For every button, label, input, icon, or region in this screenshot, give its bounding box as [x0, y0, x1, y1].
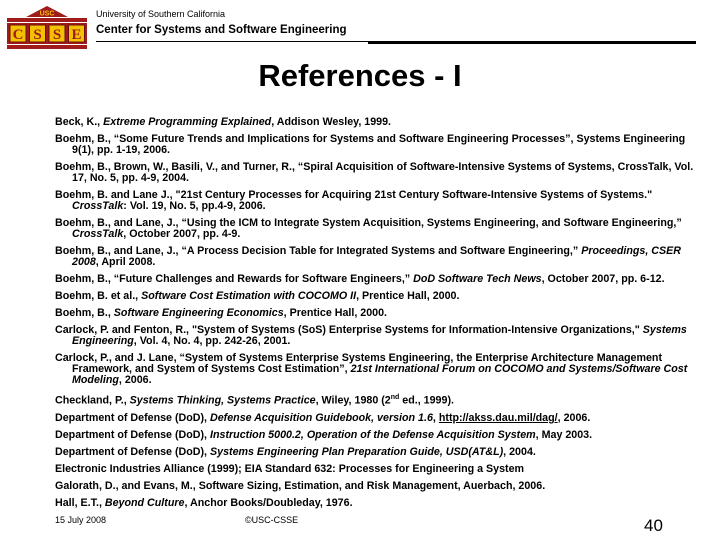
reference-text: Galorath, D., and Evans, M., Software Sizing, Estimation, and Risk Management, Auerbach, 2006.: [55, 479, 546, 492]
reference-text: , Prentice Hall, 2000.: [283, 307, 388, 319]
reference-item: [55, 246, 695, 268]
reference-text: , 2004.: [503, 445, 536, 458]
reference-text: Carlock, P. and Fenton, R., "System of Systems (SoS) Enterprise Systems for Information-Intensive Organizations,": [55, 324, 643, 336]
reference-text: Department of Defense (DoD),: [55, 445, 210, 458]
reference-text: Boehm, B., Brown, W., Basili, V., and Turner, R., “Spiral Acquisition of Software-Intensive Systems of Systems, CrossTalk, Vol. 17, No. 5, pp. 4-9, 2004.: [55, 161, 694, 184]
reference-item: [55, 190, 695, 212]
reference-item: [55, 464, 695, 475]
reference-text: , Addison Wesley, 1999.: [271, 116, 392, 128]
reference-item: [55, 325, 695, 347]
reference-text: ed., 1999).: [399, 394, 454, 407]
reference-text: Boehm, B., and Lane, J., “Using the ICM to Integrate System Acquisition, Systems Engineering, and Software Engineering,”: [55, 217, 682, 229]
reference-item: [55, 392, 695, 407]
reference-text: Proceedings, CSER 2008: [72, 245, 681, 268]
reference-text: CrossTalk: [72, 228, 124, 240]
reference-text: , Prentice Hall, 2000.: [356, 290, 460, 302]
footer-copyright: ©USC-CSSE: [245, 515, 299, 525]
reference-text: , 2006.: [557, 411, 591, 424]
reference-text: Instruction 5000.2, Operation of the Defense Acquisition System: [210, 428, 536, 441]
reference-text: Software Engineering Economics: [113, 307, 284, 319]
reference-text: nd: [390, 394, 400, 401]
reference-text: , 2006.: [118, 374, 152, 386]
reference-item: [55, 413, 695, 424]
reference-item: [55, 274, 695, 285]
reference-text: , May 2003.: [535, 428, 593, 441]
reference-text: Systems Engineering 9(1), pp. 1-19, 2006.: [72, 133, 686, 156]
header-divider-accent: [368, 42, 696, 44]
reference-text: CrossTalk: [72, 200, 124, 212]
reference-item: [55, 498, 695, 509]
reference-text: , October 2007, pp. 6-12.: [541, 273, 665, 285]
reference-text: Beck, K.,: [55, 116, 104, 128]
reference-text: Systems Engineering Plan Preparation Guide, USD(AT&L): [210, 445, 504, 458]
reference-item: [55, 430, 695, 441]
reference-text: Department of Defense (DoD),: [55, 428, 210, 441]
logo-letter: C: [12, 27, 24, 43]
reference-item: [55, 481, 695, 492]
reference-text: : Vol. 19, No. 5, pp.4-9, 2006.: [123, 200, 266, 212]
footer-date: 15 July 2008: [55, 515, 107, 525]
reference-item: [55, 162, 695, 184]
reference-text: Systems Thinking, Systems Practice: [129, 394, 316, 407]
reference-text: Systems Engineering: [72, 324, 687, 347]
reference-text: Hall, E.T.,: [55, 496, 105, 509]
reference-text: Boehm, B., “Future Challenges and Rewards for Software Engineers,”: [55, 273, 414, 285]
reference-text: , Anchor Books/Doubleday, 1976.: [184, 496, 353, 509]
reference-text: , Vol. 4, No. 4, pp. 242-26, 2001.: [133, 335, 291, 347]
logo-letter: E: [71, 27, 82, 43]
reference-item: [55, 291, 695, 302]
reference-text: Checkland, P.,: [55, 394, 130, 407]
reference-item: [55, 308, 695, 319]
reference-text: ,: [432, 411, 439, 424]
logo-letter: S: [52, 27, 62, 43]
logo-usc-text: USC: [39, 10, 55, 18]
reference-item: [55, 134, 695, 156]
reference-text: Boehm, B., and Lane, J., “A Process Decision Table for Integrated Systems and Software Engineering,”: [55, 245, 582, 257]
reference-text: Carlock, P., and J. Lane, “System of Systems Enterprise Systems Engineering, the Enterprise Architecture Management Framework, and System of Systems Cost Estimation”,: [55, 352, 663, 375]
reference-text: Boehm, B., “Some Future Trends and Implications for Systems and Software Engineering Processes”,: [55, 133, 577, 145]
page-title: References - I: [258, 58, 462, 93]
reference-text: Boehm, B.,: [55, 307, 114, 319]
reference-text: Beyond Culture: [104, 496, 185, 509]
university-name: University of Southern California: [96, 9, 226, 19]
reference-text: Boehm, B. et al.,: [55, 290, 142, 302]
reference-text: 21st International Forum on COCOMO and Systems/Software Cost Modeling: [72, 363, 688, 386]
reference-text: Defense Acquisition Guidebook, version 1.6: [210, 411, 433, 424]
reference-text: Electronic Industries Alliance (1999); EIA Standard 632: Processes for Engineering a System: [55, 462, 525, 475]
reference-text: , April 2008.: [95, 256, 156, 268]
reference-text: , October 2007, pp. 4-9.: [123, 228, 241, 240]
reference-list: [55, 117, 695, 515]
reference-item: [55, 353, 695, 386]
reference-link[interactable]: http://akss.dau.mil/dag/: [438, 411, 558, 424]
reference-text: , Wiley, 1980 (2: [315, 394, 391, 407]
reference-item: [55, 218, 695, 240]
reference-item: [55, 117, 695, 128]
center-name: Center for Systems and Software Engineering: [96, 24, 347, 36]
csse-logo: [6, 6, 88, 50]
page-number: 40: [644, 516, 663, 535]
reference-text: Department of Defense (DoD),: [55, 411, 210, 424]
reference-text: Software Cost Estimation with COCOMO II: [141, 290, 357, 302]
reference-item: [55, 447, 695, 458]
reference-text: Boehm, B. and Lane J., "21st Century Processes for Acquiring 21st Century Software-Intensive Systems of Systems.": [55, 189, 653, 201]
reference-text: DoD Software Tech News: [413, 273, 542, 285]
reference-text: Extreme Programming Explained: [103, 116, 272, 128]
logo-letter: S: [33, 27, 42, 43]
